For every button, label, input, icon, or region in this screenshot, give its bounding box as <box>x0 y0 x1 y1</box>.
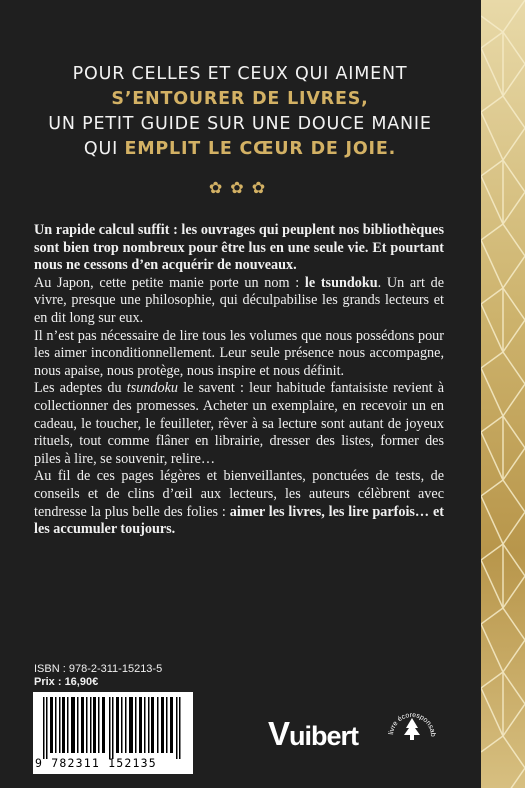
paragraph-5-bold: aimer les livres, les lire parfois… et les accumuler toujours. <box>34 503 445 538</box>
publisher-logo-initial: V <box>268 715 290 752</box>
tagline-line-2: S’ENTOURER DE LIVRES, <box>111 89 369 109</box>
paragraph-4-italic: tsundoku <box>126 380 178 397</box>
paragraph-4 <box>34 380 444 468</box>
eco-responsible-badge-icon <box>387 702 437 752</box>
paragraph-5 <box>34 468 444 538</box>
gold-pattern-strip <box>481 0 525 788</box>
back-cover-text <box>34 222 444 539</box>
paragraph-2-end: . Un art de vivre, presque une philosophie, qui déculpabilise les grands lecteurs et en dit long sur eux. <box>34 274 445 326</box>
paragraph-2-bold: le tsundoku <box>304 274 378 291</box>
paragraph-4-end: le savent : leur habitude fantaisiste revient à collectionner des promesses. Acheter un exemplaire, en recevoir un en cadeau, le toucher, le feuilleter, rêver à sa lecture sont autant de joyeux rituels, tout comme flâner en librairie, dresser des listes, former des piles à lire, se souvenir, relire… <box>34 380 445 467</box>
tagline-line-1: POUR CELLES ET CEUX QUI AIMENT <box>72 64 408 84</box>
tagline-line-4-gold: EMPLIT LE CŒUR DE JOIE. <box>124 139 397 159</box>
publisher-logo-rest: uibert <box>289 721 359 751</box>
flower-ornament-icon: ✿✿✿ <box>208 178 274 197</box>
paragraph-2 <box>34 275 444 328</box>
eco-badge-text: livre écoresponsab <box>388 711 437 737</box>
isbn-text: ISBN : 978-2-311-15213-5 <box>34 663 163 675</box>
paragraph-5-start: Au fil de ces pages légères et bienveillantes, ponctuées de tests, de conseils et de clins d’œil aux lecteurs, les auteurs célèbrent avec tendresse la plus belle des folies : <box>34 468 444 520</box>
barcode-digits: 9 782311 152135 <box>35 756 157 770</box>
publisher-logo <box>268 715 358 753</box>
tagline <box>20 62 460 162</box>
paragraph-4-start: Les adeptes du <box>34 380 122 397</box>
tree-icon <box>404 718 420 740</box>
tagline-line-3: UN PETIT GUIDE SUR UNE DOUCE MANIE <box>48 114 432 134</box>
paragraph-1-bold: Un rapide calcul suffit : les ouvrages qui peuplent nos bibliothèques sont bien trop nombreux pour être lus en une seule vie. Et pourtant nous ne cessons d’en acquérir de nouveaux. <box>34 222 444 274</box>
barcode <box>33 692 193 774</box>
tagline-line-4-plain: QUI <box>83 139 119 159</box>
paragraph-2-start: Au Japon, cette petite manie porte un nom : <box>34 274 300 291</box>
paragraph-3: Il n’est pas nécessaire de lire tous les volumes que nous possédons pour les aimer inconditionnellement. Leur seule présence nous accompagne, nous apaise, nous protège, nous inspire et nous définit. <box>34 327 444 379</box>
price-text: Prix : 16,90€ <box>34 676 99 688</box>
paragraph-1 <box>34 222 444 275</box>
gold-hexagon-pattern <box>481 0 525 788</box>
tagline-line-4 <box>20 137 460 162</box>
